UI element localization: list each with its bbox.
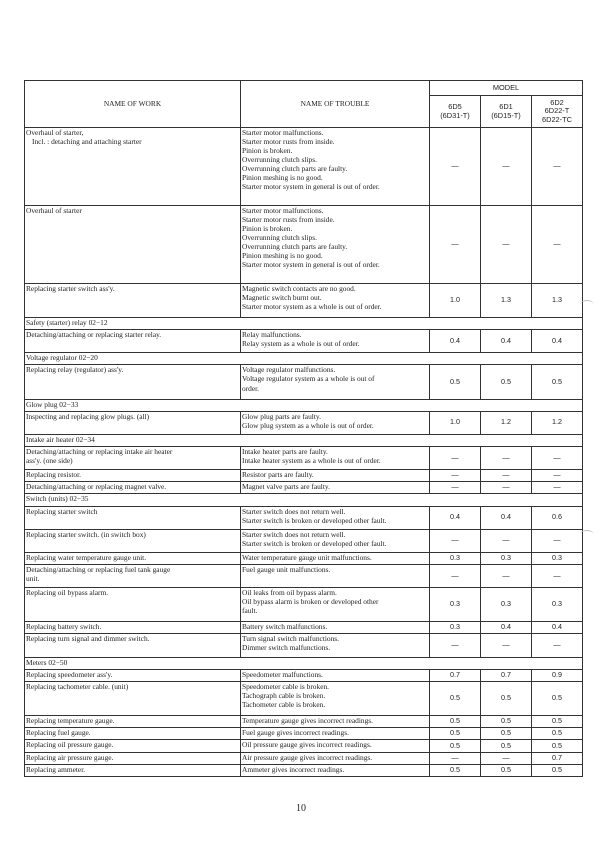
work-line: Replacing tachometer cable. (unit) [26, 681, 129, 691]
value-cell: — [430, 447, 481, 470]
value-cell: 0.3 [481, 552, 532, 564]
table-row [25, 205, 583, 283]
work-line: Replacing starter switch. (in switch box) [26, 529, 146, 539]
value-cell: 0.5 [532, 764, 583, 776]
value-cell: 0.4 [430, 330, 481, 353]
work-line: Incl. : detaching and attaching starter [32, 137, 142, 147]
work-cell [25, 365, 241, 399]
trouble-cell [241, 681, 430, 715]
value-cell: 1.0 [430, 411, 481, 434]
value-cell: — [481, 128, 532, 206]
trouble-line: Starter motor malfunctions. [242, 128, 324, 137]
value-cell: — [481, 752, 532, 764]
table-row [25, 752, 583, 764]
header-row-1 [25, 81, 583, 96]
work-line: Replacing starter switch ass'y. [26, 283, 115, 293]
value-cell: 0.5 [481, 740, 532, 752]
work-line: Detaching/attaching or replacing starter relay. [26, 330, 162, 340]
work-line: unit. [26, 574, 40, 584]
value-cell: 0.5 [481, 365, 532, 399]
value-cell: — [430, 565, 481, 588]
value-cell: 0.5 [430, 764, 481, 776]
work-cell [25, 529, 241, 552]
section-heading: Safety (starter) relay 02−12 [25, 317, 583, 329]
value-cell: 0.5 [430, 740, 481, 752]
model-col-6d5 [430, 96, 481, 128]
value-cell: — [481, 447, 532, 470]
work-cell [25, 764, 241, 776]
trouble-cell [241, 764, 430, 776]
value-cell: 1.0 [430, 283, 481, 317]
trouble-cell [241, 283, 430, 317]
trouble-cell [241, 411, 430, 434]
work-cell [25, 752, 241, 764]
value-cell: — [430, 128, 481, 206]
trouble-line: Ammeter gives incorrect readings. [242, 764, 345, 774]
trouble-line: Oil leaks from oil bypass alarm. [242, 588, 337, 598]
value-cell: — [430, 529, 481, 552]
work-line: Replacing ammeter. [26, 764, 86, 774]
value-cell: — [481, 634, 532, 657]
value-cell: 0.4 [532, 330, 583, 353]
work-line: Replacing fuel gauge. [26, 728, 91, 738]
value-cell: — [481, 205, 532, 283]
table-row [25, 506, 583, 529]
table-row [25, 740, 583, 752]
trouble-cell [241, 622, 430, 634]
work-cell [25, 411, 241, 434]
work-line: Replacing turn signal and dimmer switch. [26, 634, 150, 644]
trouble-line: Speedometer cable is broken. [242, 681, 330, 691]
section-row [25, 317, 583, 329]
value-cell: — [430, 205, 481, 283]
work-line: Replacing water temperature gauge unit. [26, 552, 147, 562]
trouble-line: Air pressure gauge gives incorrect readings. [242, 752, 373, 762]
trouble-cell [241, 506, 430, 529]
work-line: Replacing oil bypass alarm. [26, 588, 109, 598]
trouble-line: Relay malfunctions. [242, 330, 302, 340]
trouble-cell [241, 565, 430, 588]
table-row [25, 565, 583, 588]
work-line: Overhaul of starter, [26, 128, 84, 137]
section-heading: Meters 02−50 [25, 657, 583, 669]
table-row [25, 283, 583, 317]
trouble-line: Water temperature gauge unit malfunctions. [242, 552, 372, 562]
trouble-line: Starter motor malfunctions. [242, 205, 324, 215]
value-cell: 0.7 [481, 669, 532, 681]
work-cell [25, 447, 241, 470]
table-row [25, 482, 583, 494]
value-cell: — [532, 470, 583, 482]
trouble-cell [241, 716, 430, 728]
work-line: Detaching/attaching or replacing intake air heater [26, 447, 173, 456]
trouble-line: Starter switch does not return well. [242, 529, 346, 539]
work-cell [25, 728, 241, 740]
work-line: Replacing air pressure gauge. [26, 752, 114, 762]
trouble-line: Starter motor system as a whole is out of order. [242, 301, 382, 311]
trouble-line: Intake heater parts are faulty. [242, 447, 328, 456]
trouble-line: Starter motor rusts from inside. [242, 214, 335, 224]
table-row [25, 470, 583, 482]
value-cell: 0.4 [481, 330, 532, 353]
value-cell: 0.3 [430, 588, 481, 622]
work-cell [25, 716, 241, 728]
trouble-cell [241, 128, 430, 206]
work-cell [25, 482, 241, 494]
value-cell: 0.5 [481, 716, 532, 728]
work-table-container [24, 80, 582, 777]
work-cell [25, 128, 241, 206]
trouble-line: Pinion is broken. [242, 146, 293, 156]
value-cell: 0.5 [481, 764, 532, 776]
trouble-line: Pinion meshing is no good. [242, 251, 323, 261]
trouble-line: Starter switch is broken or developed other fault. [242, 538, 387, 548]
trouble-line: Speedometer malfunctions. [242, 669, 323, 679]
value-cell: 0.3 [430, 552, 481, 564]
work-line: Replacing speedometer ass'y. [26, 669, 113, 679]
trouble-line: Overrunning clutch parts are faulty. [242, 164, 348, 174]
work-cell [25, 506, 241, 529]
value-cell: — [532, 128, 583, 206]
work-line: Inspecting and replacing glow plugs. (all) [26, 411, 150, 421]
table-row [25, 588, 583, 622]
trouble-line: Starter motor system in general is out of order. [242, 260, 380, 270]
page-number: 10 [296, 803, 306, 814]
table-row [25, 411, 583, 434]
trouble-line: Pinion is broken. [242, 224, 293, 233]
value-cell: 0.7 [430, 669, 481, 681]
trouble-line: Resistor parts are faulty. [242, 470, 314, 480]
trouble-cell [241, 669, 430, 681]
model-variant: (6D31-T) [440, 110, 470, 120]
margin-mark [580, 530, 594, 539]
model-col-6d2 [532, 96, 583, 128]
value-cell: 0.4 [430, 506, 481, 529]
work-cell [25, 283, 241, 317]
value-cell: — [532, 447, 583, 470]
value-cell: 0.5 [430, 365, 481, 399]
trouble-cell [241, 634, 430, 657]
value-cell: 0.5 [532, 716, 583, 728]
model-name: 6D1 [499, 101, 513, 111]
section-row [25, 657, 583, 669]
table-row [25, 681, 583, 715]
trouble-cell [241, 552, 430, 564]
model-variant: (6D15-T) [491, 110, 521, 120]
value-cell: 0.5 [532, 365, 583, 399]
work-line: Detaching/attaching or replacing magnet valve. [26, 482, 167, 492]
trouble-line: Starter motor rusts from inside. [242, 137, 335, 147]
section-heading: Switch (units) 02−35 [25, 494, 583, 506]
value-cell: — [430, 482, 481, 494]
work-line: Replacing relay (regulator) ass'y. [26, 365, 124, 375]
value-cell: 0.5 [430, 728, 481, 740]
value-cell: — [430, 752, 481, 764]
table-row [25, 128, 583, 206]
value-cell: — [430, 634, 481, 657]
trouble-line: Overrunning clutch slips. [242, 233, 317, 243]
trouble-line: Temperature gauge gives incorrect readings. [242, 716, 374, 726]
work-line: Overhaul of starter [26, 205, 82, 215]
trouble-cell [241, 470, 430, 482]
trouble-line: Glow plug parts are faulty. [242, 411, 321, 421]
work-line: Replacing temperature gauge. [26, 716, 115, 726]
section-row [25, 434, 583, 446]
value-cell: 0.3 [532, 588, 583, 622]
trouble-line: fault. [242, 606, 258, 616]
work-cell [25, 330, 241, 353]
trouble-cell [241, 205, 430, 283]
table-row [25, 529, 583, 552]
value-cell: 0.4 [481, 506, 532, 529]
table-row [25, 634, 583, 657]
work-cell [25, 669, 241, 681]
trouble-line: Voltage regulator malfunctions. [242, 365, 336, 375]
value-cell: 1.3 [481, 283, 532, 317]
section-row [25, 399, 583, 411]
trouble-cell [241, 365, 430, 399]
value-cell: — [481, 565, 532, 588]
trouble-line: Fuel gauge gives incorrect readings. [242, 728, 349, 738]
value-cell: 0.3 [430, 622, 481, 634]
value-cell: 0.5 [532, 728, 583, 740]
section-heading: Voltage regulator 02−20 [25, 353, 583, 365]
table-row [25, 728, 583, 740]
work-line: Detaching/attaching or replacing fuel tank gauge [26, 565, 171, 575]
table-row [25, 764, 583, 776]
table-row [25, 365, 583, 399]
work-line: Replacing starter switch [26, 506, 98, 516]
model-name: 6D2 [550, 97, 564, 107]
value-cell: — [532, 205, 583, 283]
trouble-line: Voltage regulator system as a whole is out of [242, 374, 375, 384]
model-col-6d1 [481, 96, 532, 128]
value-cell: 0.5 [430, 681, 481, 715]
value-cell: 1.2 [481, 411, 532, 434]
table-row [25, 622, 583, 634]
value-cell: 1.3 [532, 283, 583, 317]
value-cell: — [481, 482, 532, 494]
trouble-line: Tachograph cable is broken. [242, 690, 326, 700]
trouble-cell [241, 529, 430, 552]
work-cell [25, 205, 241, 283]
table-row [25, 716, 583, 728]
value-cell: — [532, 529, 583, 552]
value-cell: — [481, 470, 532, 482]
trouble-cell [241, 330, 430, 353]
trouble-line: Turn signal switch malfunctions. [242, 634, 340, 644]
trouble-line: Starter switch is broken or developed other fault. [242, 515, 387, 525]
value-cell: 0.5 [481, 728, 532, 740]
value-cell: 0.5 [430, 716, 481, 728]
trouble-line: Overrunning clutch parts are faulty. [242, 242, 348, 252]
work-line: Replacing oil pressure gauge. [26, 740, 114, 750]
header-name-of-trouble: NAME OF TROUBLE [241, 81, 430, 128]
trouble-line: Relay system as a whole is out of order. [242, 339, 360, 349]
section-row [25, 494, 583, 506]
model-name: 6D5 [448, 101, 462, 111]
trouble-line: Oil bypass alarm is broken or developed other [242, 597, 379, 607]
section-heading: Glow plug 02−33 [25, 399, 583, 411]
trouble-line: Starter motor system in general is out of order. [242, 182, 380, 192]
value-cell: 0.7 [532, 752, 583, 764]
model-variant: 6D22-TC [542, 114, 572, 124]
trouble-cell [241, 752, 430, 764]
value-cell: 1.2 [532, 411, 583, 434]
work-cell [25, 552, 241, 564]
trouble-line: Battery switch malfunctions. [242, 622, 328, 632]
value-cell: 0.4 [481, 622, 532, 634]
trouble-line: Tachometer cable is broken. [242, 699, 326, 709]
trouble-cell [241, 447, 430, 470]
trouble-line: Magnetic switch burnt out. [242, 292, 322, 302]
work-line: Replacing resistor. [26, 470, 82, 480]
margin-mark [580, 300, 594, 309]
value-cell: 0.5 [481, 681, 532, 715]
value-cell: — [532, 634, 583, 657]
section-row [25, 353, 583, 365]
trouble-line: Oil pressure gauge gives incorrect readings. [242, 740, 372, 750]
work-cell [25, 634, 241, 657]
value-cell: — [532, 565, 583, 588]
trouble-cell [241, 728, 430, 740]
work-cell [25, 565, 241, 588]
trouble-line: Starter switch does not return well. [242, 506, 346, 516]
work-cell [25, 588, 241, 622]
table-row [25, 552, 583, 564]
value-cell: 0.6 [532, 506, 583, 529]
trouble-line: Intake heater system as a whole is out of order. [242, 456, 381, 466]
table-row [25, 330, 583, 353]
work-line: ass'y. (one side) [26, 456, 73, 466]
value-cell: — [430, 470, 481, 482]
section-heading: Intake air heater 02−34 [25, 434, 583, 446]
model-variant: 6D22-T [544, 106, 570, 116]
work-hours-table [24, 80, 583, 777]
work-cell [25, 622, 241, 634]
value-cell: 0.9 [532, 669, 583, 681]
work-cell [25, 470, 241, 482]
trouble-line: Magnet valve parts are faulty. [242, 482, 330, 492]
trouble-line: Overrunning clutch slips. [242, 155, 317, 165]
table-row [25, 669, 583, 681]
value-cell: 0.3 [532, 552, 583, 564]
work-line: Replacing battery switch. [26, 622, 102, 632]
value-cell: 0.5 [532, 681, 583, 715]
trouble-line: Fuel gauge unit malfunctions. [242, 565, 331, 575]
trouble-line: Glow plug system as a whole is out of order. [242, 420, 374, 430]
table-row [25, 447, 583, 470]
trouble-line: Dimmer switch malfunctions. [242, 643, 331, 653]
value-cell: — [532, 482, 583, 494]
header-name-of-work: NAME OF WORK [25, 81, 241, 128]
work-cell [25, 681, 241, 715]
trouble-cell [241, 482, 430, 494]
trouble-line: Magnetic switch contacts are no good. [242, 283, 356, 293]
value-cell: 0.5 [532, 740, 583, 752]
work-cell [25, 740, 241, 752]
value-cell: 0.3 [481, 588, 532, 622]
header-model: MODEL [430, 81, 583, 96]
value-cell: — [481, 529, 532, 552]
value-cell: 0.4 [532, 622, 583, 634]
trouble-cell [241, 588, 430, 622]
trouble-line: Pinion meshing is no good. [242, 173, 323, 183]
trouble-line: order. [242, 383, 260, 393]
trouble-cell [241, 740, 430, 752]
